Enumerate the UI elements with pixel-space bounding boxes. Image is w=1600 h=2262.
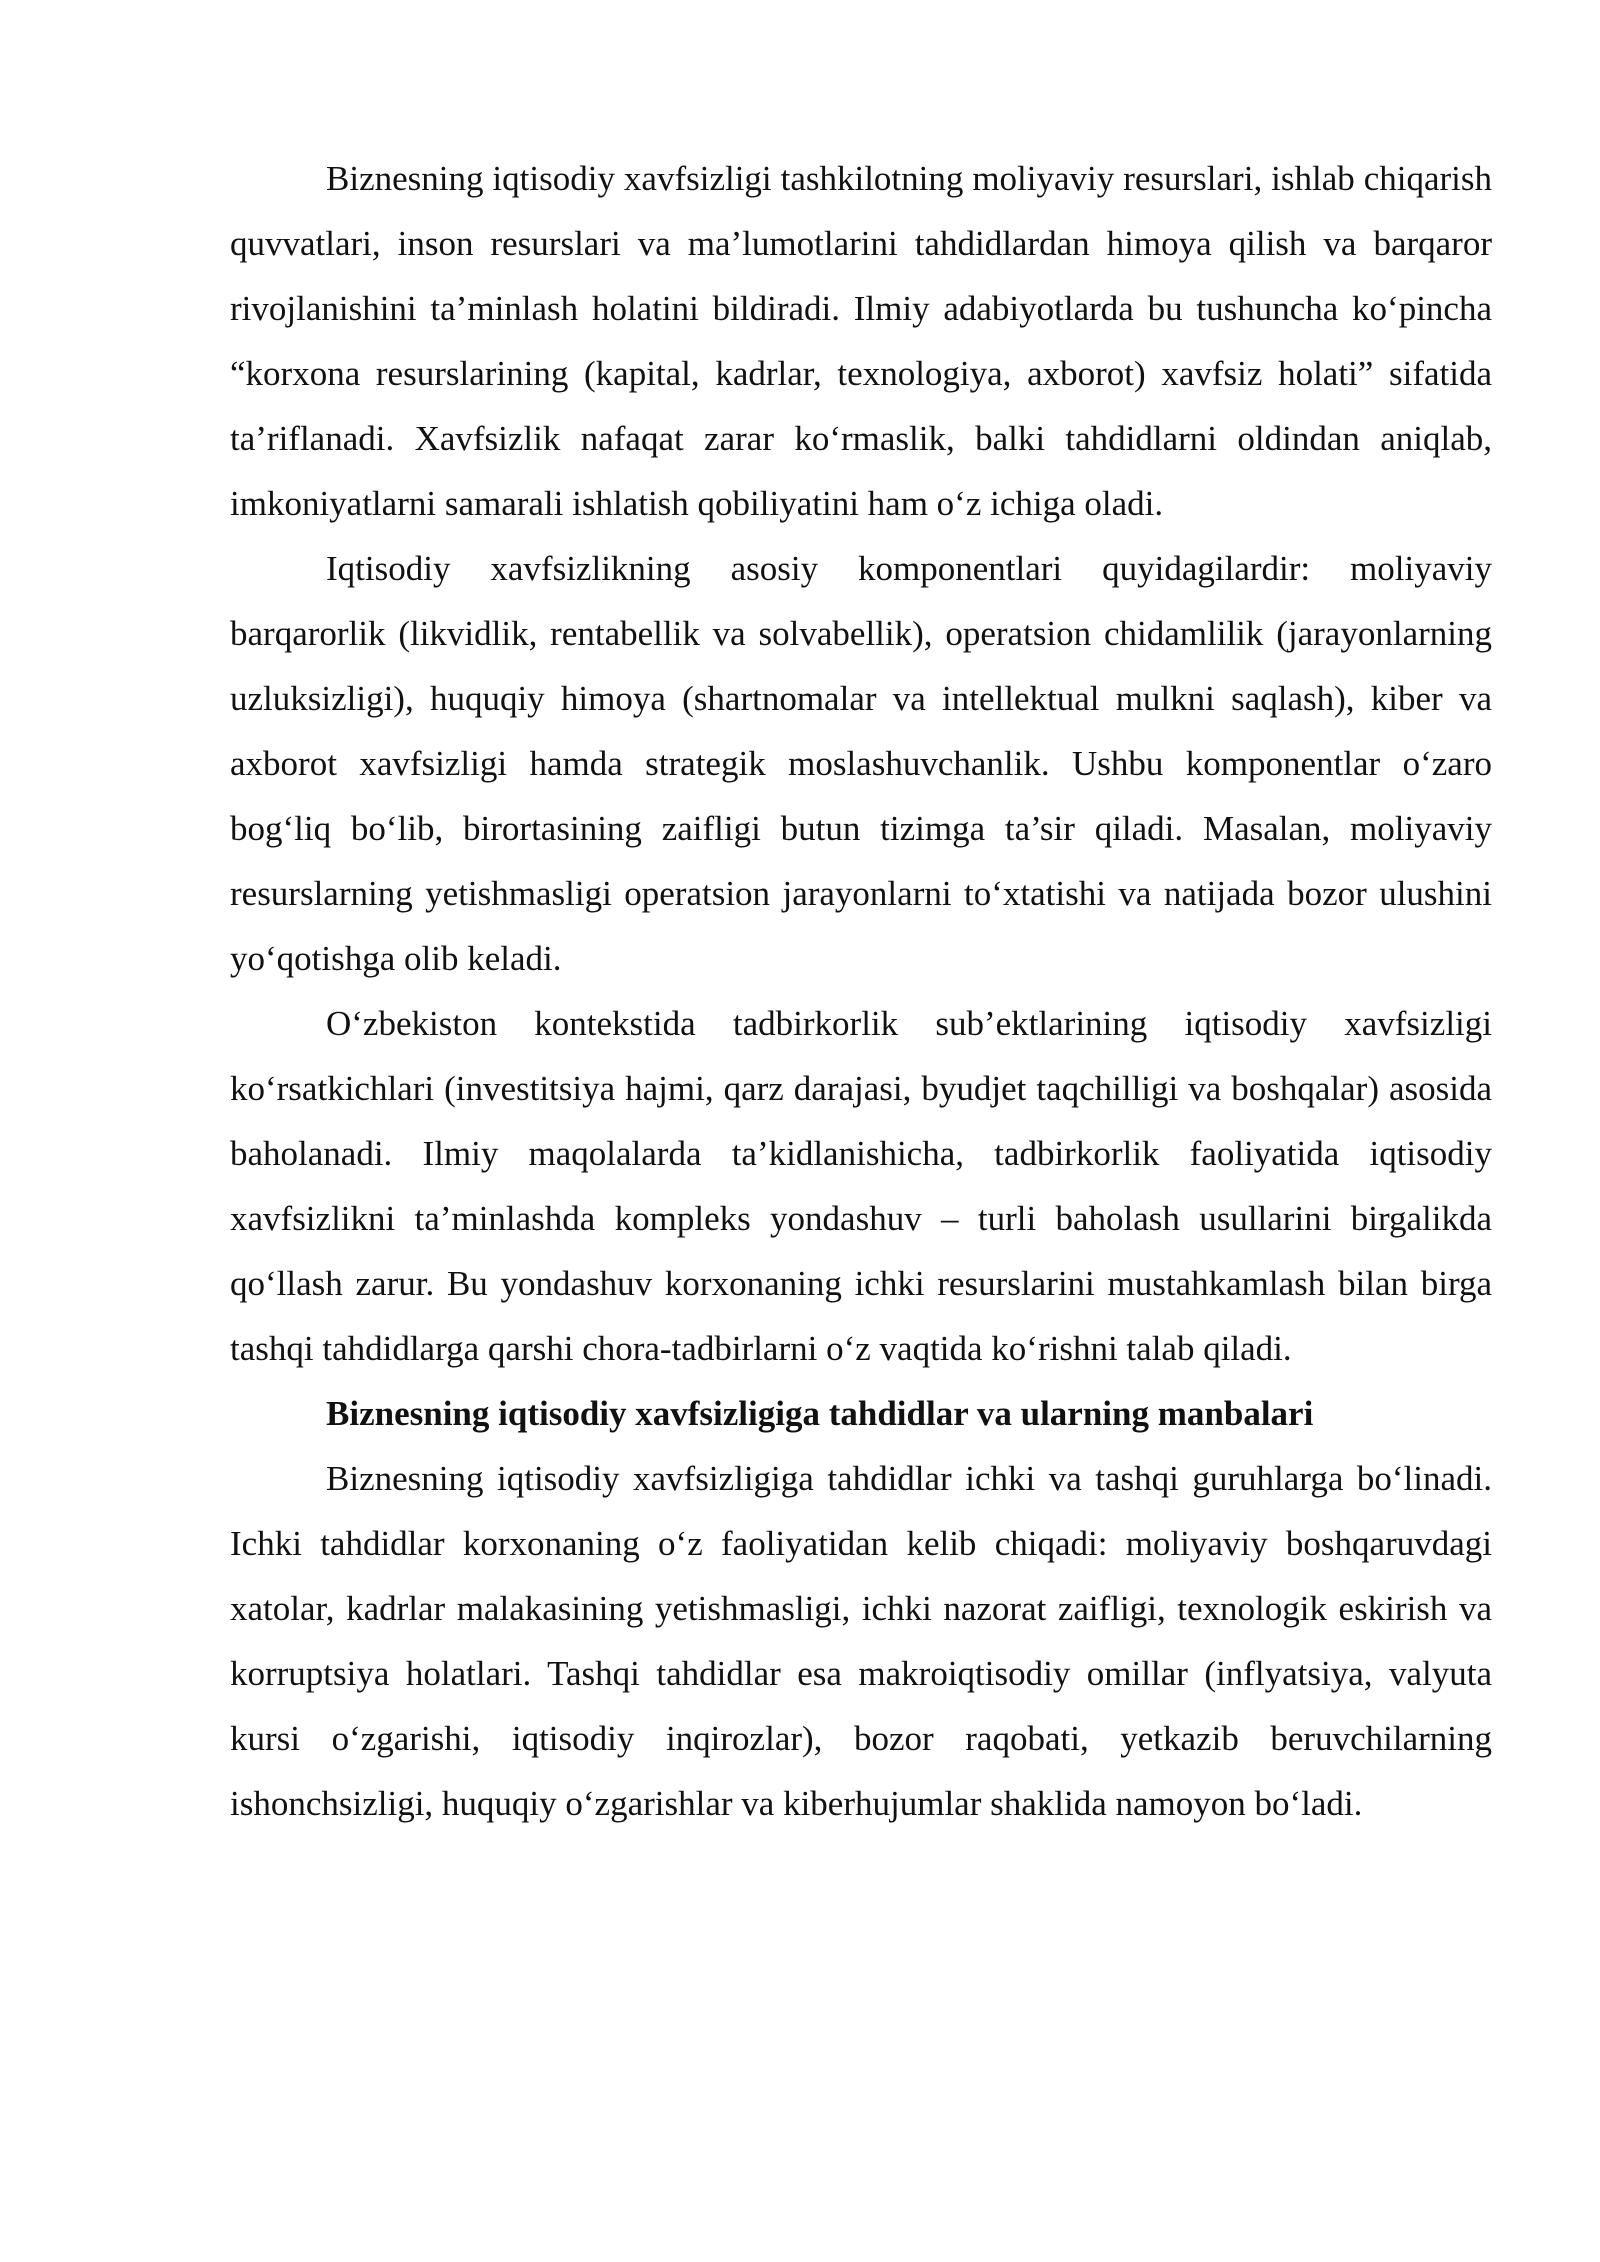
paragraph-definition: Biznesning iqtisodiy xavfsizligi tashkilotning moliyaviy resurslari, ishlab chiqarish quvvatlari, inson resurslari va ma’lumotlarini tahdidlardan himoya qilish va barqaror rivojlanishini ta’minlash holatini bildiradi. Ilmiy adabiyotlarda bu tushuncha ko‘pincha “korxona resurslarining (kapital, kadrlar, texnologiya, axborot) xavfsiz holati” sifatida ta’riflanadi. Xavfsizlik nafaqat zarar ko‘rmaslik, balki tahdidlarni oldindan aniqlab, imkoniyatlarni samarali ishlatish qobiliyatini ham o‘z ichiga oladi. — [230, 159, 1492, 523]
document-body — [230, 146, 1492, 1836]
paragraph-uzbekistan-context: O‘zbekiston kontekstida tadbirkorlik sub’ektlarining iqtisodiy xavfsizligi ko‘rsatkichlari (investitsiya hajmi, qarz darajasi, byudjet taqchilligi va boshqalar) asosida baholanadi. Ilmiy maqolalarda ta’kidlanishicha, tadbirkorlik faoliyatida iqtisodiy xavfsizlikni ta’minlashda kompleks yondashuv – turli baholash usullarini birgalikda qo‘llash zarur. Bu yondashuv korxonaning ichki resurslarini mustahkamlash bilan birga tashqi tahdidlarga qarshi chora-tadbirlarni o‘z vaqtida ko‘rishni talab qiladi. — [230, 1004, 1492, 1368]
paragraph-components: Iqtisodiy xavfsizlikning asosiy komponentlari quyidagilardir: moliyaviy barqarorlik (likvidlik, rentabellik va solvabellik), operatsion chidamlilik (jarayonlarning uzluksizligi), huquqiy himoya (shartnomalar va intellektual mulkni saqlash), kiber va axborot xavfsizligi hamda strategik moslashuvchanlik. Ushbu komponentlar o‘zaro bog‘liq bo‘lib, birortasining zaifligi butun tizimga ta’sir qiladi. Masalan, moliyaviy resurslarning yetishmasligi operatsion jarayonlarni to‘xtatishi va natijada bozor ulushini yo‘qotishga olib keladi. — [230, 549, 1492, 978]
section-heading: Biznesning iqtisodiy xavfsizligiga tahdidlar va ularning manbalari — [326, 1394, 1314, 1433]
paragraph-threats: Biznesning iqtisodiy xavfsizligiga tahdidlar ichki va tashqi guruhlarga bo‘linadi. Ichki tahdidlar korxonaning o‘z faoliyatidan kelib chiqadi: moliyaviy boshqaruvdagi xatolar, kadrlar malakasining yetishmasligi, ichki nazorat zaifligi, texnologik eskirish va korruptsiya holatlari. Tashqi tahdidlar esa makroiqtisodiy omillar (inflyatsiya, valyuta kursi o‘zgarishi, iqtisodiy inqirozlar), bozor raqobati, yetkazib beruvchilarning ishonchsizligi, huquqiy o‘zgarishlar va kiberhujumlar shaklida namoyon bo‘ladi. — [230, 1459, 1492, 1823]
